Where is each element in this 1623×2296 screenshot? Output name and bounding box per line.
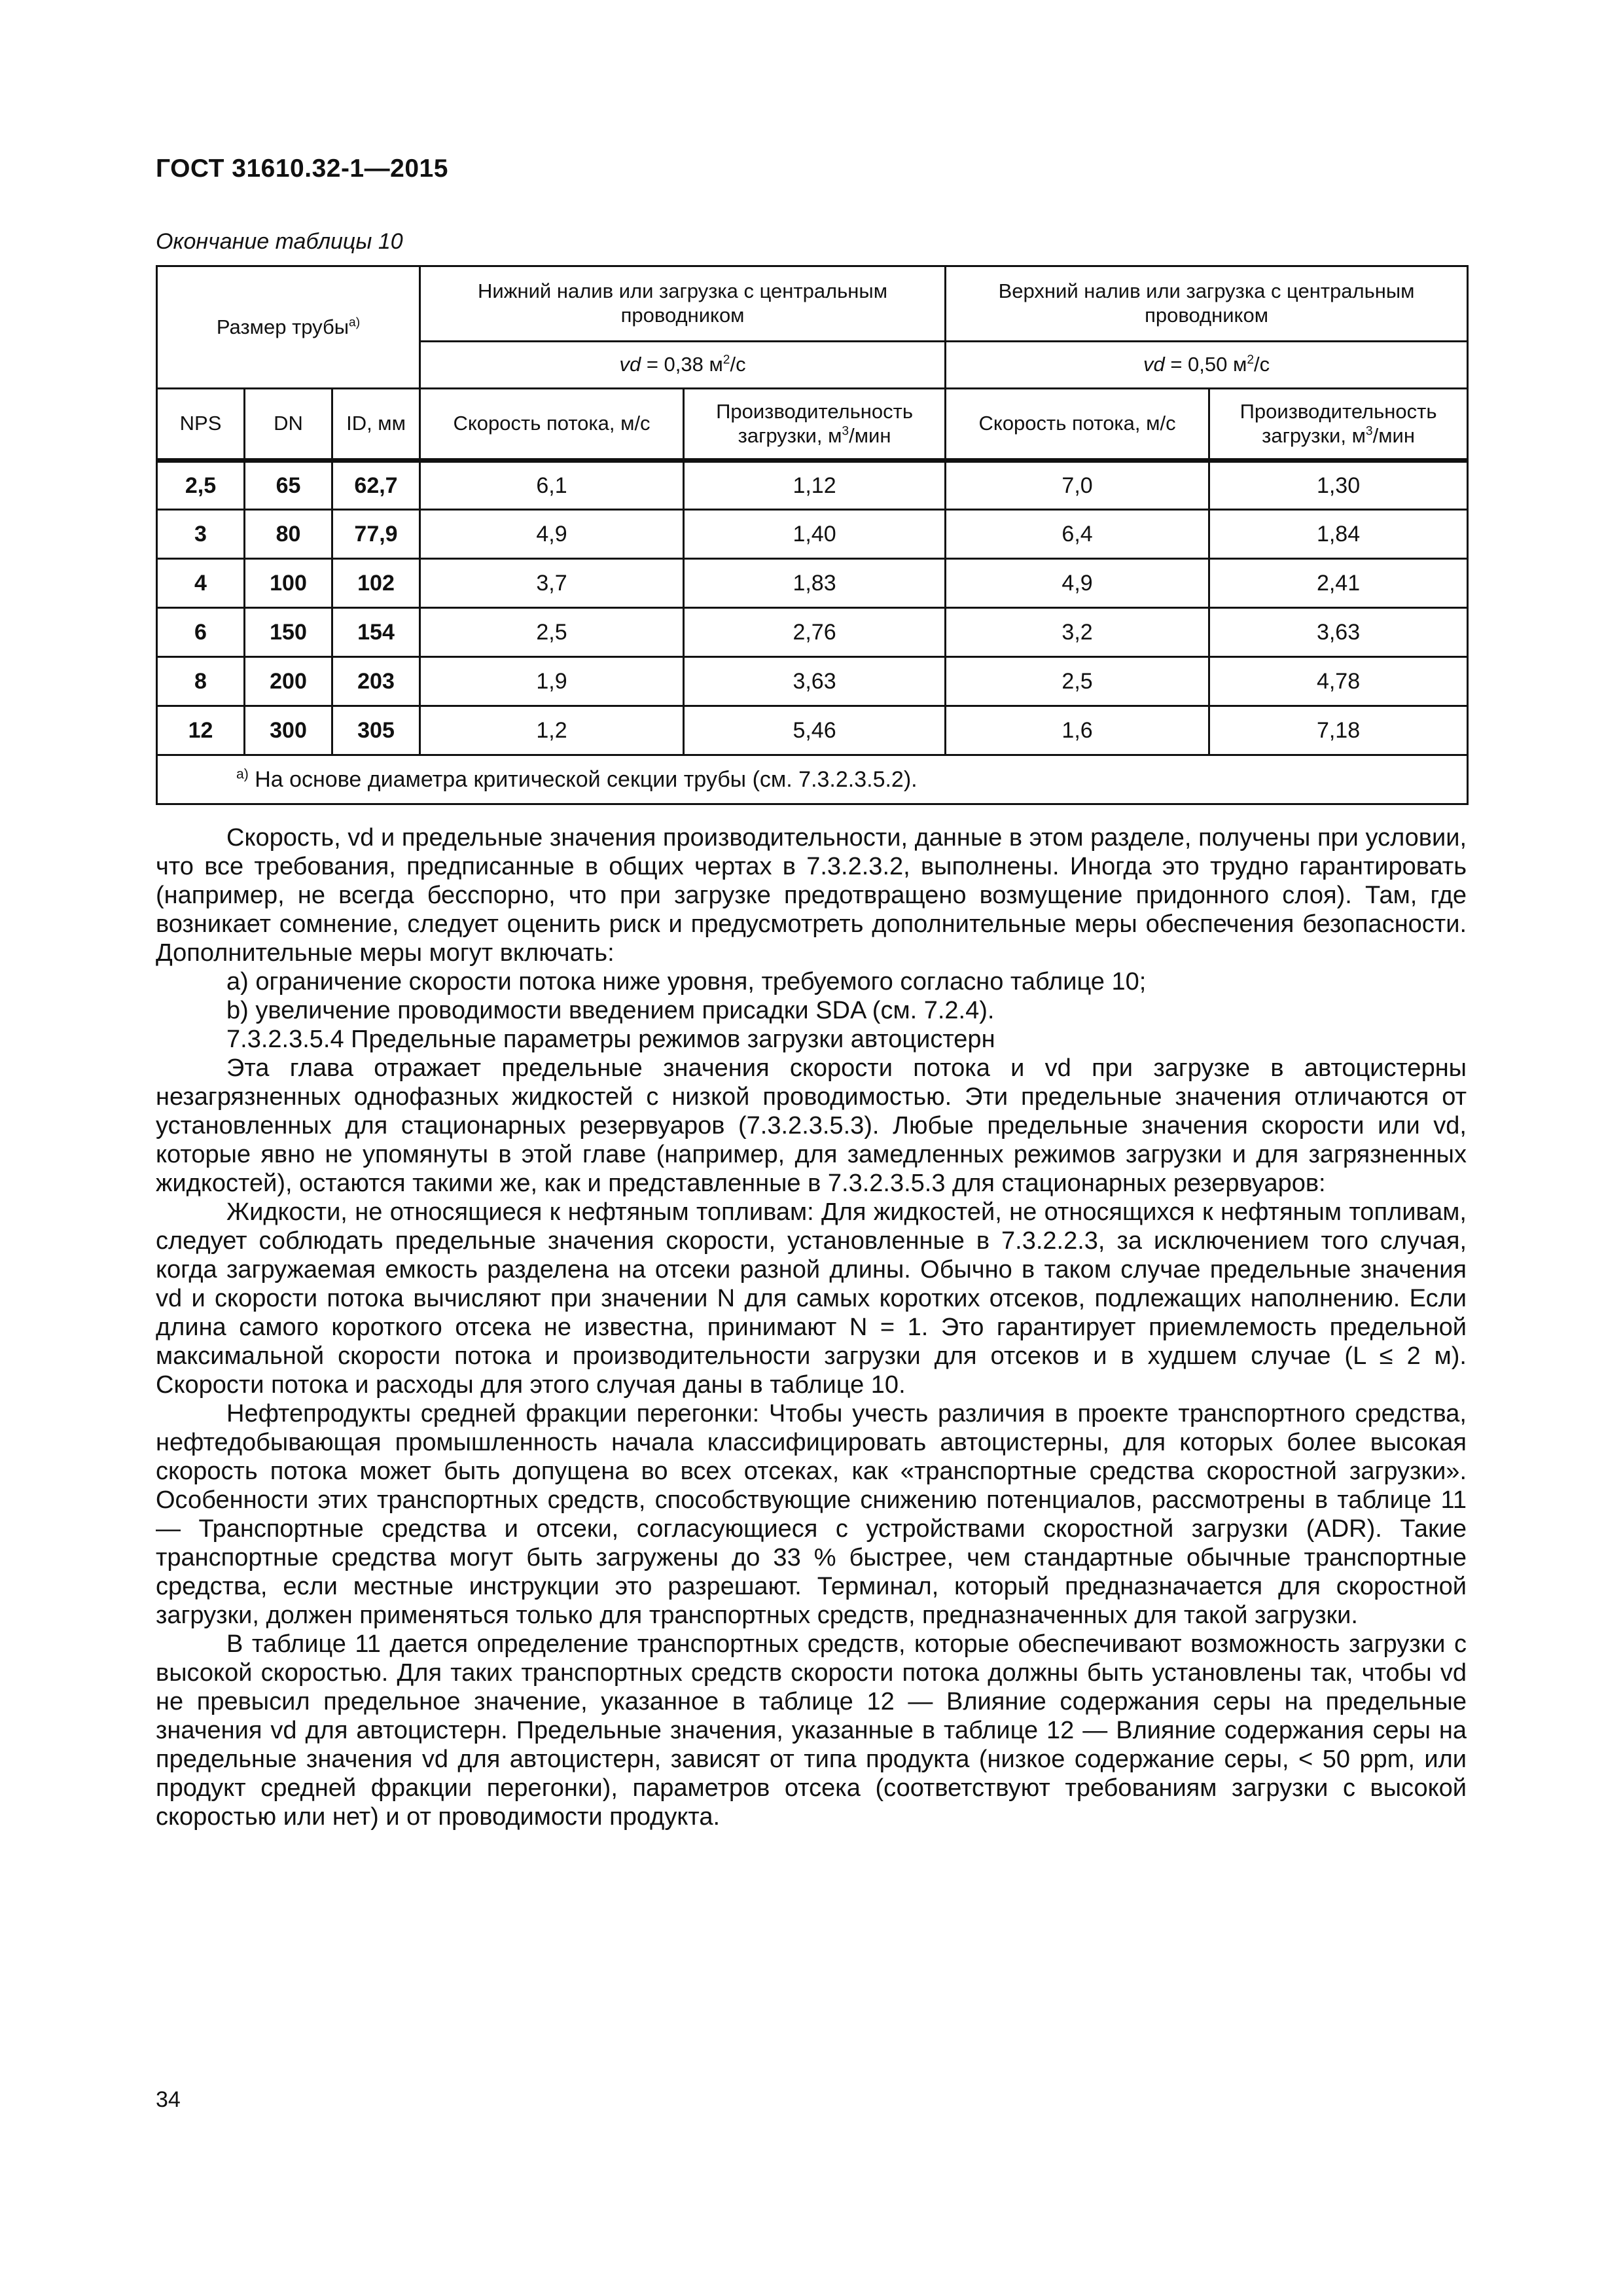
header-capacity-bottom: Производительность загрузки, $м^3$/мин	[684, 389, 946, 461]
cell-nps: 12	[157, 706, 245, 755]
cell-speed-top: 2,5	[946, 657, 1209, 706]
cell-nps: 3	[157, 510, 245, 559]
cell-speed-bottom: 1,9	[420, 657, 684, 706]
cell-capacity-bottom: 2,76	[684, 608, 946, 657]
header-top-loading: Верхний налив или загрузка с центральным проводником	[946, 266, 1468, 342]
cell-dn: 65	[245, 461, 332, 510]
header-bottom-loading: Нижний налив или загрузка с центральным проводником	[420, 266, 946, 342]
list-item: b) увеличение проводимости введением присадки SDA (см. 7.2.4).	[226, 997, 995, 1024]
header-speed-bottom: Скорость потока, м/с	[420, 389, 684, 461]
paragraph: Эта глава отражает предельные значения скорости потока и vd при загрузке в автоцистерны незагрязненных однофазных жидкостей с низкой проводимостью. Эти предельные значения отличаются от установленных для стационарных резервуаров (7.3.2.3.5.3). Любые предельные значения скорости или vd, которые явно не упомянуты в этой главе (например, для замедленных режимов загрузки и для загрязненных жидкостей), остаются такими же, как и представленные в 7.3.2.3.5.3 для стационарных резервуаров:	[156, 1054, 1467, 1197]
cell-id: 102	[332, 559, 420, 608]
body-text	[156, 823, 1467, 1831]
table-row	[157, 706, 1468, 755]
document-header: ГОСТ 31610.32-1—2015	[156, 154, 448, 183]
header-vd-bottom: vd = 0,38 $м^2/с$	[420, 342, 946, 389]
cell-capacity-top: 2,41	[1209, 559, 1468, 608]
cell-id: 62,7	[332, 461, 420, 510]
cell-capacity-top: 1,84	[1209, 510, 1468, 559]
cell-speed-bottom: 3,7	[420, 559, 684, 608]
cell-capacity-bottom: 3,63	[684, 657, 946, 706]
cell-speed-bottom: 4,9	[420, 510, 684, 559]
cell-capacity-bottom: 1,12	[684, 461, 946, 510]
header-speed-top: Скорость потока, м/с	[946, 389, 1209, 461]
cell-speed-top: 4,9	[946, 559, 1209, 608]
cell-capacity-top: 1,30	[1209, 461, 1468, 510]
cell-speed-bottom: 6,1	[420, 461, 684, 510]
cell-capacity-top: 3,63	[1209, 608, 1468, 657]
header-dn: DN	[245, 389, 332, 461]
paragraph: Скорость, vd и предельные значения производительности, данные в этом разделе, получены при условии, что все требования, предписанные в общих чертах в 7.3.2.3.2, выполнены. Иногда это трудно гарантировать (например, не всегда бесспорно, что при загрузке предотвращено возмущение придонного слоя). Там, где возникает сомнение, следует оценить риск и предусмотреть дополнительные меры обеспечения безопасности. Дополнительные меры могут включать:	[156, 824, 1467, 967]
cell-capacity-top: 4,78	[1209, 657, 1468, 706]
document-page	[156, 0, 1465, 2296]
table-footnote: $^{a)}$ На основе диаметра критической секции трубы (см. 7.3.2.3.5.2).	[157, 755, 1468, 804]
cell-dn: 300	[245, 706, 332, 755]
cell-capacity-bottom: 1,83	[684, 559, 946, 608]
cell-id: 77,9	[332, 510, 420, 559]
cell-capacity-bottom: 1,40	[684, 510, 946, 559]
cell-nps: 8	[157, 657, 245, 706]
header-id: ID, мм	[332, 389, 420, 461]
table-caption: Окончание таблицы 10	[156, 229, 403, 254]
cell-nps: 4	[157, 559, 245, 608]
table-row	[157, 510, 1468, 559]
cell-speed-top: 1,6	[946, 706, 1209, 755]
section-heading: 7.3.2.3.5.4 Предельные параметры режимов загрузки автоцистерн	[226, 1026, 995, 1053]
table-row	[157, 559, 1468, 608]
cell-speed-top: 7,0	[946, 461, 1209, 510]
header-vd-top: vd = 0,50 $м^2/с$	[946, 342, 1468, 389]
paragraph: Нефтепродукты средней фракции перегонки: Чтобы учесть различия в проекте транспортного средства, нефтедобывающая промышленность начала классифицировать автоцистерны, для которых более высокая скорость потока может быть допущена во всех отсеках, как «транспортные средства скоростной загрузки». Особенности этих транспортных средств, способствующие снижению потенциалов, рассмотрены в таблице 11 — Транспортные средства и отсеки, согласующиеся с устройствами скоростной загрузки (ADR). Такие транспортные средства могут быть загружены до 33 % быстрее, чем стандартные обычные транспортные средства, если местные инструкции это разрешают. Терминал, который предназначается для скоростной загрузки, должен применяться только для транспортных средств, предназначенных для такой загрузки.	[156, 1400, 1467, 1629]
cell-speed-top: 6,4	[946, 510, 1209, 559]
cell-dn: 100	[245, 559, 332, 608]
paragraph: В таблице 11 дается определение транспортных средств, которые обеспечивают возможность загрузки с высокой скоростью. Для таких транспортных средств скорости потока должны быть установлены так, чтобы vd не превысил предельное значение, указанное в таблице 12 — Влияние содержания серы на предельные значения vd для автоцистерн. Предельные значения, указанные в таблице 12 — Влияние содержания серы на предельные значения vd для автоцистерн, зависят от типа продукта (низкое содержание серы, < 50 ppm, или продукт средней фракции перегонки), параметров отсека (соответствуют требованиям загрузки с высокой скоростью или нет) и от проводимости продукта.	[156, 1630, 1467, 1831]
table-row	[157, 657, 1468, 706]
cell-speed-bottom: 2,5	[420, 608, 684, 657]
cell-dn: 200	[245, 657, 332, 706]
cell-id: 305	[332, 706, 420, 755]
header-nps: NPS	[157, 389, 245, 461]
cell-dn: 80	[245, 510, 332, 559]
list-item: a) ограничение скорости потока ниже уровня, требуемого согласно таблице 10;	[226, 968, 1147, 996]
cell-capacity-top: 7,18	[1209, 706, 1468, 755]
cell-speed-top: 3,2	[946, 608, 1209, 657]
cell-id: 203	[332, 657, 420, 706]
cell-capacity-bottom: 5,46	[684, 706, 946, 755]
cell-id: 154	[332, 608, 420, 657]
data-table	[156, 265, 1469, 805]
table-row	[157, 608, 1468, 657]
header-pipe-size: Размер трубы$^{a)}$	[157, 266, 420, 389]
cell-dn: 150	[245, 608, 332, 657]
table-row	[157, 461, 1468, 510]
cell-nps: 6	[157, 608, 245, 657]
paragraph: Жидкости, не относящиеся к нефтяным топливам: Для жидкостей, не относящихся к нефтяным топливам, следует соблюдать предельные значения скорости, установленные в 7.3.2.2.3, за исключением того случая, когда загружаемая емкость разделена на отсеки разной длины. Обычно в таком случае предельные значения vd и скорости потока вычисляют при значении N для самых коротких отсеков, подлежащих наполнению. Если длина самого короткого отсека не известна, принимают N = 1. Это гарантирует приемлемость предельной максимальной скорости потока и производительности загрузки для отсеков и в худшем случае (L ≤ 2 м). Скорости потока и расходы для этого случая даны в таблице 10.	[156, 1198, 1467, 1399]
page-number: 34	[156, 2087, 181, 2112]
cell-nps: 2,5	[157, 461, 245, 510]
cell-speed-bottom: 1,2	[420, 706, 684, 755]
header-capacity-top: Производительность загрузки, $м^3$/мин	[1209, 389, 1468, 461]
